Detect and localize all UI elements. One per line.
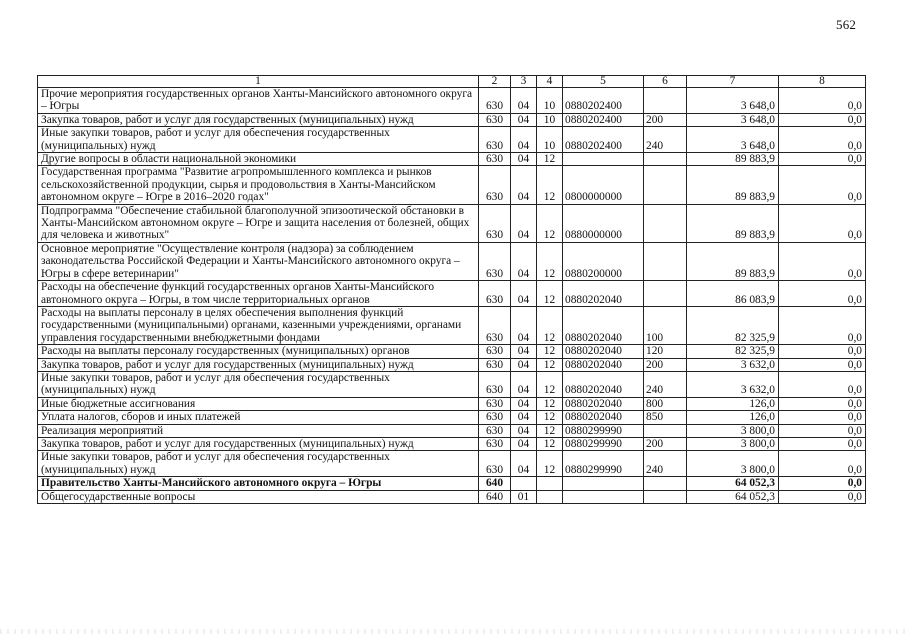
item-name-cell: Закупка товаров, работ и услуг для государственных (муниципальных) нужд: [38, 358, 479, 371]
section-code-cell: 04: [511, 242, 537, 280]
subsection-code-cell: 12: [537, 371, 563, 397]
target-article-cell: 0880000000: [563, 204, 644, 242]
amount-secondary-cell: 0,0: [779, 477, 866, 490]
target-article-cell: 0880202040: [563, 306, 644, 344]
table-row: [38, 281, 866, 307]
subsection-code-cell: 12: [537, 242, 563, 280]
target-article-cell: 0880202040: [563, 281, 644, 307]
subsection-code-cell: 12: [537, 358, 563, 371]
expense-type-cell: [644, 424, 687, 437]
amount-cell: 89 883,9: [687, 166, 779, 204]
item-name-cell: Иные закупки товаров, работ и услуг для обеспечения государственных (муниципальных) нужд: [38, 451, 479, 477]
section-code-cell: 04: [511, 397, 537, 410]
table-row: [38, 153, 866, 166]
ministry-code-cell: 640: [479, 490, 511, 503]
page-number: 562: [836, 17, 857, 32]
target-article-cell: [563, 477, 644, 490]
expense-type-cell: [644, 166, 687, 204]
item-name-cell: Подпрограмма "Обеспечение стабильной благополучной эпизоотической обстановки в Ханты-Мансийском автономном округе – Югре и защита населения от болезней, общих для человека и животных": [38, 204, 479, 242]
section-code-cell: 04: [511, 424, 537, 437]
amount-cell: 82 325,9: [687, 306, 779, 344]
amount-secondary-cell: 0,0: [779, 358, 866, 371]
table-row: [38, 371, 866, 397]
expense-type-cell: [644, 477, 687, 490]
item-name-cell: Прочие мероприятия государственных органов Ханты-Мансийского автономного округа – Югры: [38, 88, 479, 114]
ministry-code-cell: 630: [479, 437, 511, 450]
amount-secondary-cell: 0,0: [779, 281, 866, 307]
amount-secondary-cell: 0,0: [779, 397, 866, 410]
amount-secondary-cell: 0,0: [779, 424, 866, 437]
subsection-code-cell: 12: [537, 281, 563, 307]
amount-cell: 3 632,0: [687, 358, 779, 371]
section-code-cell: 04: [511, 88, 537, 114]
item-name-cell: Реализация мероприятий: [38, 424, 479, 437]
amount-secondary-cell: 0,0: [779, 113, 866, 126]
amount-cell: 86 083,9: [687, 281, 779, 307]
amount-secondary-cell: 0,0: [779, 451, 866, 477]
table-row: [38, 490, 866, 503]
table-row: [38, 166, 866, 204]
ministry-code-cell: 630: [479, 371, 511, 397]
amount-secondary-cell: 0,0: [779, 127, 866, 153]
column-header: 2: [479, 76, 511, 88]
section-code-cell: 04: [511, 166, 537, 204]
ministry-code-cell: 630: [479, 153, 511, 166]
item-name-cell: Основное мероприятие "Осуществление контроля (надзора) за соблюдением законодательства Российской Федерации и Ханты-Мансийского автономного округа – Югры в сфере ветеринарии": [38, 242, 479, 280]
subsection-code-cell: 12: [537, 411, 563, 424]
section-code-cell: 04: [511, 371, 537, 397]
header-row: [38, 76, 866, 88]
amount-cell: 3 800,0: [687, 451, 779, 477]
amount-secondary-cell: 0,0: [779, 490, 866, 503]
ministry-code-cell: 630: [479, 281, 511, 307]
expense-type-cell: [644, 153, 687, 166]
item-name-cell: Уплата налогов, сборов и иных платежей: [38, 411, 479, 424]
target-article-cell: 0880202400: [563, 127, 644, 153]
item-name-cell: Иные закупки товаров, работ и услуг для обеспечения государственных (муниципальных) нужд: [38, 371, 479, 397]
section-code-cell: 04: [511, 437, 537, 450]
expense-type-cell: [644, 204, 687, 242]
table-row: [38, 345, 866, 358]
target-article-cell: 0880202040: [563, 411, 644, 424]
subsection-code-cell: 12: [537, 437, 563, 450]
item-name-cell: Иные бюджетные ассигнования: [38, 397, 479, 410]
table-row: [38, 437, 866, 450]
item-name-cell: Расходы на обеспечение функций государственных органов Ханты-Мансийского автономного округа – Югры, в том числе территориальных органов: [38, 281, 479, 307]
amount-cell: 3 648,0: [687, 113, 779, 126]
target-article-cell: 0880202040: [563, 345, 644, 358]
amount-cell: 3 648,0: [687, 88, 779, 114]
amount-secondary-cell: 0,0: [779, 345, 866, 358]
subsection-code-cell: 10: [537, 88, 563, 114]
section-code-cell: 04: [511, 127, 537, 153]
amount-secondary-cell: 0,0: [779, 306, 866, 344]
table-row: [38, 204, 866, 242]
target-article-cell: [563, 153, 644, 166]
amount-cell: 89 883,9: [687, 204, 779, 242]
subsection-code-cell: 12: [537, 204, 563, 242]
amount-cell: 3 632,0: [687, 371, 779, 397]
table-row: [38, 397, 866, 410]
section-code-cell: 04: [511, 204, 537, 242]
amount-secondary-cell: 0,0: [779, 166, 866, 204]
section-code-cell: 04: [511, 358, 537, 371]
column-header: 5: [563, 76, 644, 88]
target-article-cell: 0880202040: [563, 358, 644, 371]
table-row: [38, 424, 866, 437]
subsection-code-cell: [537, 490, 563, 503]
item-name-cell: Другие вопросы в области национальной экономики: [38, 153, 479, 166]
expense-type-cell: 120: [644, 345, 687, 358]
item-name-cell: Закупка товаров, работ и услуг для государственных (муниципальных) нужд: [38, 113, 479, 126]
subsection-code-cell: 12: [537, 166, 563, 204]
expense-type-cell: 200: [644, 437, 687, 450]
ministry-code-cell: 630: [479, 166, 511, 204]
amount-cell: 3 648,0: [687, 127, 779, 153]
table-row: [38, 411, 866, 424]
expense-type-cell: 240: [644, 127, 687, 153]
column-header: 8: [779, 76, 866, 88]
column-header: 1: [38, 76, 479, 88]
item-name-cell: Закупка товаров, работ и услуг для государственных (муниципальных) нужд: [38, 437, 479, 450]
ministry-code-cell: 640: [479, 477, 511, 490]
section-code-cell: 04: [511, 153, 537, 166]
target-article-cell: 0800000000: [563, 166, 644, 204]
amount-secondary-cell: 0,0: [779, 242, 866, 280]
expense-type-cell: [644, 281, 687, 307]
ministry-code-cell: 630: [479, 88, 511, 114]
subsection-code-cell: 12: [537, 424, 563, 437]
ministry-code-cell: 630: [479, 345, 511, 358]
section-code-cell: 04: [511, 113, 537, 126]
item-name-cell: Государственная программа "Развитие агропромышленного комплекса и рынков сельскохозяйственной продукции, сырья и продовольствия в Ханты-Мансийском автономном округе – Югре в 2016–2020 годах": [38, 166, 479, 204]
target-article-cell: 0880299990: [563, 437, 644, 450]
column-header: 6: [644, 76, 687, 88]
column-header: 7: [687, 76, 779, 88]
amount-cell: 82 325,9: [687, 345, 779, 358]
subsection-code-cell: 12: [537, 153, 563, 166]
item-name-cell: Правительство Ханты-Мансийского автономного округа – Югры: [38, 477, 479, 490]
amount-cell: 126,0: [687, 411, 779, 424]
expense-type-cell: 850: [644, 411, 687, 424]
item-name-cell: Расходы на выплаты персоналу государственных (муниципальных) органов: [38, 345, 479, 358]
expense-type-cell: 800: [644, 397, 687, 410]
target-article-cell: [563, 490, 644, 503]
amount-secondary-cell: 0,0: [779, 88, 866, 114]
subsection-code-cell: [537, 477, 563, 490]
amount-cell: 3 800,0: [687, 424, 779, 437]
table-body: [38, 88, 866, 504]
target-article-cell: 0880202400: [563, 88, 644, 114]
subsection-code-cell: 10: [537, 127, 563, 153]
expense-type-cell: 100: [644, 306, 687, 344]
ministry-code-cell: 630: [479, 204, 511, 242]
column-header: 4: [537, 76, 563, 88]
expense-type-cell: [644, 242, 687, 280]
amount-cell: 89 883,9: [687, 242, 779, 280]
target-article-cell: 0880202040: [563, 397, 644, 410]
subsection-code-cell: 10: [537, 113, 563, 126]
amount-secondary-cell: 0,0: [779, 204, 866, 242]
section-code-cell: [511, 477, 537, 490]
section-code-cell: 04: [511, 411, 537, 424]
budget-table: [37, 75, 866, 504]
amount-cell: 64 052,3: [687, 490, 779, 503]
target-article-cell: 0880202040: [563, 371, 644, 397]
table-row: [38, 88, 866, 114]
subsection-code-cell: 12: [537, 451, 563, 477]
target-article-cell: 0880200000: [563, 242, 644, 280]
amount-cell: 64 052,3: [687, 477, 779, 490]
table-row: [38, 113, 866, 126]
target-article-cell: 0880202400: [563, 113, 644, 126]
section-code-cell: 01: [511, 490, 537, 503]
amount-secondary-cell: 0,0: [779, 371, 866, 397]
subsection-code-cell: 12: [537, 306, 563, 344]
ministry-code-cell: 630: [479, 451, 511, 477]
table-row: [38, 358, 866, 371]
ministry-code-cell: 630: [479, 306, 511, 344]
scan-artifact: [0, 629, 905, 634]
table-row: [38, 127, 866, 153]
amount-secondary-cell: 0,0: [779, 437, 866, 450]
item-name-cell: Общегосударственные вопросы: [38, 490, 479, 503]
amount-secondary-cell: 0,0: [779, 411, 866, 424]
target-article-cell: 0880299990: [563, 424, 644, 437]
ministry-code-cell: 630: [479, 113, 511, 126]
table-row: [38, 242, 866, 280]
item-name-cell: Расходы на выплаты персоналу в целях обеспечения выполнения функций государственными (муниципальными) органами, казенными учреждениями, органами управления государственными внебюджетными фондами: [38, 306, 479, 344]
subsection-code-cell: 12: [537, 345, 563, 358]
ministry-code-cell: 630: [479, 242, 511, 280]
column-header: 3: [511, 76, 537, 88]
expense-type-cell: 200: [644, 358, 687, 371]
amount-cell: 89 883,9: [687, 153, 779, 166]
ministry-code-cell: 630: [479, 397, 511, 410]
ministry-code-cell: 630: [479, 358, 511, 371]
expense-type-cell: 200: [644, 113, 687, 126]
item-name-cell: Иные закупки товаров, работ и услуг для обеспечения государственных (муниципальных) нужд: [38, 127, 479, 153]
table-row: [38, 477, 866, 490]
table-row: [38, 306, 866, 344]
subsection-code-cell: 12: [537, 397, 563, 410]
ministry-code-cell: 630: [479, 411, 511, 424]
ministry-code-cell: 630: [479, 127, 511, 153]
amount-cell: 126,0: [687, 397, 779, 410]
amount-secondary-cell: 0,0: [779, 153, 866, 166]
section-code-cell: 04: [511, 306, 537, 344]
section-code-cell: 04: [511, 345, 537, 358]
ministry-code-cell: 630: [479, 424, 511, 437]
amount-cell: 3 800,0: [687, 437, 779, 450]
expense-type-cell: 240: [644, 451, 687, 477]
table-row: [38, 451, 866, 477]
expense-type-cell: 240: [644, 371, 687, 397]
expense-type-cell: [644, 88, 687, 114]
expense-type-cell: [644, 490, 687, 503]
section-code-cell: 04: [511, 451, 537, 477]
section-code-cell: 04: [511, 281, 537, 307]
target-article-cell: 0880299990: [563, 451, 644, 477]
